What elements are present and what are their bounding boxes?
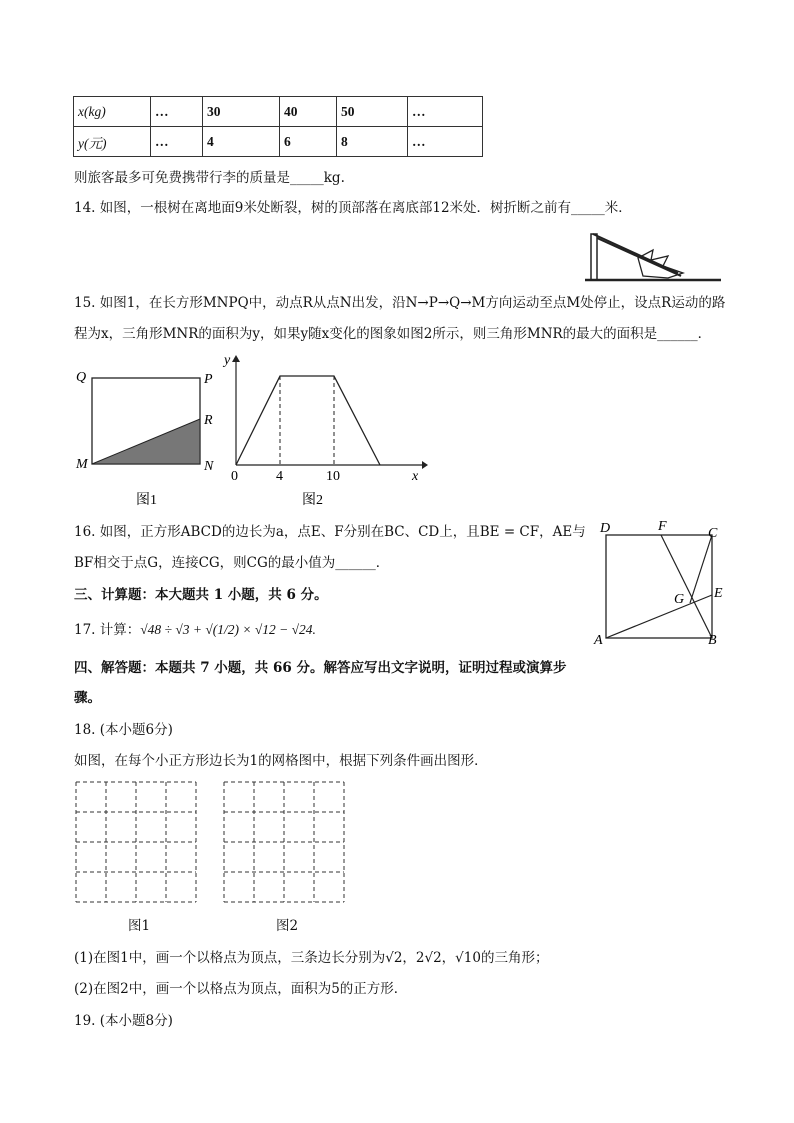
question-16-line2: BF相交于点G，连接CG，则CG的最小值为______． <box>74 555 390 571</box>
vertex-label: F <box>658 519 667 534</box>
grid-1-caption: 图1 <box>128 918 151 934</box>
table-cell: … <box>408 97 483 127</box>
table-row <box>74 127 483 157</box>
axis-label: y <box>224 353 231 368</box>
table-row <box>74 97 483 127</box>
question-15-line1: 15. 如图1，在长方形MNPQ中，动点R从点N出发，沿N→P→Q→M方向运动至点M处停止，设点R运动的路 <box>74 295 726 311</box>
question-16-line1: 16. 如图，正方形ABCD的边长为a，点E、F分别在BC、CD上，且BE = CF，AE与 <box>74 524 586 540</box>
table-cell: … <box>408 127 483 157</box>
table-cell: 30 <box>203 97 280 127</box>
table-cell: 4 <box>203 127 280 157</box>
question-18-heading: 18. (本小题6分) <box>74 722 173 738</box>
figure-caption: 图1 <box>136 493 157 508</box>
vertex-label: P <box>204 372 213 387</box>
dashed-grid-1 <box>72 778 202 906</box>
section-4-heading-line1: 四、解答题：本题共 7 小题，共 66 分。解答应写出文字说明，证明过程或演算步 <box>74 660 567 676</box>
vertex-label: E <box>714 586 723 601</box>
question-14: 14. 如图，一根树在离地面9米处断裂，树的顶部落在离底部12米处．树折断之前有_____米． <box>74 200 632 216</box>
question-18-part-2: (2)在图2中，画一个以格点为顶点，面积为5的正方形． <box>74 981 408 997</box>
grid-2-caption: 图2 <box>276 918 299 934</box>
graph-figure-2 <box>222 352 432 512</box>
question-19-heading: 19. (本小题8分) <box>74 1013 173 1029</box>
vertex-label: Q <box>76 370 87 385</box>
question-17-expression: √48 ÷ √3 + √(1/2) × √12 − √24. <box>140 622 316 637</box>
table-cell-text: y(元) <box>78 135 107 151</box>
vertex-label: D <box>600 521 611 536</box>
vertex-label: G <box>674 592 685 607</box>
vertex-label: B <box>708 633 717 648</box>
table-cell: 6 <box>280 127 337 157</box>
table-cell: 8 <box>337 127 408 157</box>
table-cell-text: x(kg) <box>78 103 106 119</box>
question-15-line2: 程为x，三角形MNR的面积为y，如果y随x变化的图象如图2所示，则三角形MNR的最大的面积是______． <box>74 326 712 342</box>
question-18-part-1: (1)在图1中，画一个以格点为顶点，三条边长分别为√2，2√2，√10的三角形； <box>74 950 549 966</box>
figure-caption: 图2 <box>302 493 323 508</box>
tick-label: 4 <box>276 469 283 484</box>
vertex-label: A <box>594 633 603 648</box>
table-cell <box>74 127 151 157</box>
vertex-label: N <box>204 459 214 474</box>
question-17-prefix: 17. 计算： <box>74 622 141 638</box>
table-cell: 40 <box>280 97 337 127</box>
question-18-description: 如图，在每个小正方形边长为1的网格图中，根据下列条件画出图形． <box>74 753 488 769</box>
table-cell <box>74 97 151 127</box>
data-table <box>73 96 483 157</box>
question-13-tail: 则旅客最多可免费携带行李的质量是_____kg. <box>74 170 345 186</box>
section-3-heading: 三、计算题：本大题共 1 小题，共 6 分。 <box>74 587 328 603</box>
section-4-heading-line2: 骤。 <box>74 690 101 706</box>
rectangle-figure-1 <box>70 362 230 512</box>
tick-label: 0 <box>231 469 238 484</box>
vertex-label: R <box>204 413 213 428</box>
table-cell: … <box>151 97 203 127</box>
axis-label: x <box>412 469 419 484</box>
table-cell: … <box>151 127 203 157</box>
table-cell: 50 <box>337 97 408 127</box>
tick-label: 10 <box>326 469 340 484</box>
vertex-label: M <box>76 457 88 472</box>
dashed-grid-2 <box>220 778 350 906</box>
square-figure <box>590 515 730 650</box>
question-17 <box>74 618 316 638</box>
vertex-label: C <box>708 526 718 541</box>
broken-tree-figure <box>583 228 723 284</box>
